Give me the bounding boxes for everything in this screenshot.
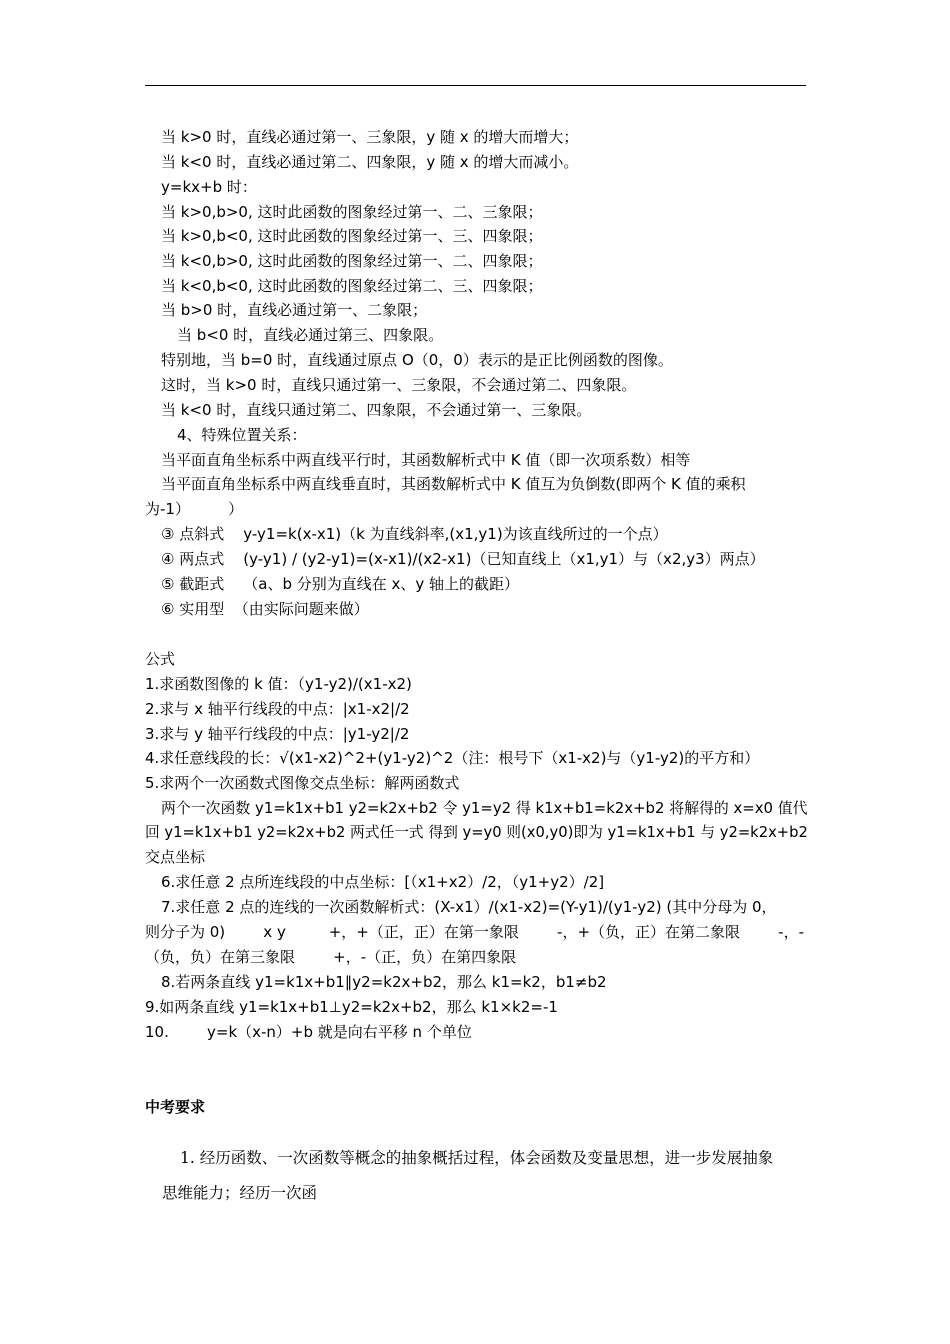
section-heading: 中考要求 <box>145 1098 206 1116</box>
text-line: 特别地，当 b=0 时，直线通过原点 O（0，0）表示的是正比例函数的图像。 <box>161 351 673 369</box>
text-line: 当 k<0,b<0, 这时此函数的图象经过第二、三、四象限； <box>161 277 543 295</box>
text-line: 6.求任意 2 点所连线段的中点坐标：[（x1+x2）/2，（y1+y2）/2] <box>161 873 605 891</box>
text-line: 当平面直角坐标系中两直线垂直时，其函数解析式中 K 值互为负倒数(即两个 K 值的乘积 <box>161 475 746 493</box>
text-line: 思维能力；经历一次函 <box>162 1184 318 1202</box>
text-line: ⑤ 截距式 （a、b 分别为直线在 x、y 轴上的截距） <box>161 575 520 593</box>
text-line: 交点坐标 <box>145 848 206 866</box>
text-line: ③ 点斜式 y-y1=k(x-x1)（k 为直线斜率,(x1,y1)为该直线所过的一个点） <box>161 525 668 543</box>
text-line: 7.求任意 2 点的连线的一次函数解析式：(X-x1）/(x1-x2)=(Y-y1)/(y1-y2) (其中分母为 0， <box>161 898 777 916</box>
text-line: 当 k>0,b<0, 这时此函数的图象经过第一、三、四象限； <box>161 227 543 245</box>
text-line: 1. 经历函数、一次函数等概念的抽象概括过程，体会函数及变量思想，进一步发展抽象 <box>180 1149 774 1167</box>
text-line: 当 k>0,b>0, 这时此函数的图象经过第一、二、三象限； <box>161 203 543 221</box>
text-line: 回 y1=k1x+b1 y2=k2x+b2 两式任一式 得到 y=y0 则(x0,y0)即为 y1=k1x+b1 与 y2=k2x+b2 <box>145 823 808 841</box>
text-line: 则分子为 0) x y +，+（正，正）在第一象限 -，+（负，正）在第二象限 -，- <box>145 923 804 941</box>
text-line: 当 k<0 时，直线只通过第二、四象限，不会通过第一、三象限。 <box>161 401 592 419</box>
text-line: 9.如两条直线 y1=k1x+b1⊥y2=k2x+b2，那么 k1×k2=-1 <box>145 998 558 1016</box>
text-line: 为-1） ） <box>145 500 244 518</box>
text-line: ⑥ 实用型 （由实际问题来做） <box>161 600 369 618</box>
text-line: 这时，当 k>0 时，直线只通过第一、三象限，不会通过第二、四象限。 <box>161 376 637 394</box>
text-line: 两个一次函数 y1=k1x+b1 y2=k2x+b2 令 y1=y2 得 k1x+b1=k2x+b2 将解得的 x=x0 值代 <box>161 799 808 817</box>
text-line: 当 b<0 时，直线必通过第三、四象限。 <box>177 326 444 344</box>
text-line: 4.求任意线段的长：√(x1-x2)^2+(y1-y2)^2（注：根号下（x1-x2)与（y1-y2)的平方和） <box>145 749 760 767</box>
text-line: （负，负）在第三象限 +，-（正，负）在第四象限 <box>145 948 517 966</box>
text-line: 当 k>0 时，直线必通过第一、三象限，y 随 x 的增大而增大； <box>161 128 579 146</box>
text-line: y=kx+b 时： <box>161 178 257 196</box>
text-line: 1.求函数图像的 k 值：（y1-y2)/(x1-x2) <box>145 675 412 693</box>
text-line: 当 b>0 时，直线必通过第一、二象限； <box>161 301 428 319</box>
text-line: 当 k<0 时，直线必通过第二、四象限，y 随 x 的增大而减小。 <box>161 153 579 171</box>
text-line: 10. y=k（x-n）+b 就是向右平移 n 个单位 <box>145 1023 472 1041</box>
header-rule <box>145 85 806 86</box>
text-line: 3.求与 y 轴平行线段的中点：|y1-y2|/2 <box>145 725 410 743</box>
section-heading: 公式 <box>145 650 176 668</box>
text-line: 8.若两条直线 y1=k1x+b1∥y2=k2x+b2，那么 k1=k2，b1≠b2 <box>161 973 607 991</box>
text-line: ④ 两点式 (y-y1) / (y2-y1)=(x-x1)/(x2-x1)（已知直线上（x1,y1）与（x2,y3）两点） <box>161 550 765 568</box>
text-line: 5.求两个一次函数式图像交点坐标：解两函数式 <box>145 774 460 792</box>
text-line: 当平面直角坐标系中两直线平行时，其函数解析式中 K 值（即一次项系数）相等 <box>161 451 691 469</box>
text-line: 当 k<0,b>0, 这时此函数的图象经过第一、二、四象限； <box>161 252 543 270</box>
section-heading: 4、特殊位置关系： <box>177 426 307 444</box>
text-line: 2.求与 x 轴平行线段的中点：|x1-x2|/2 <box>145 700 410 718</box>
